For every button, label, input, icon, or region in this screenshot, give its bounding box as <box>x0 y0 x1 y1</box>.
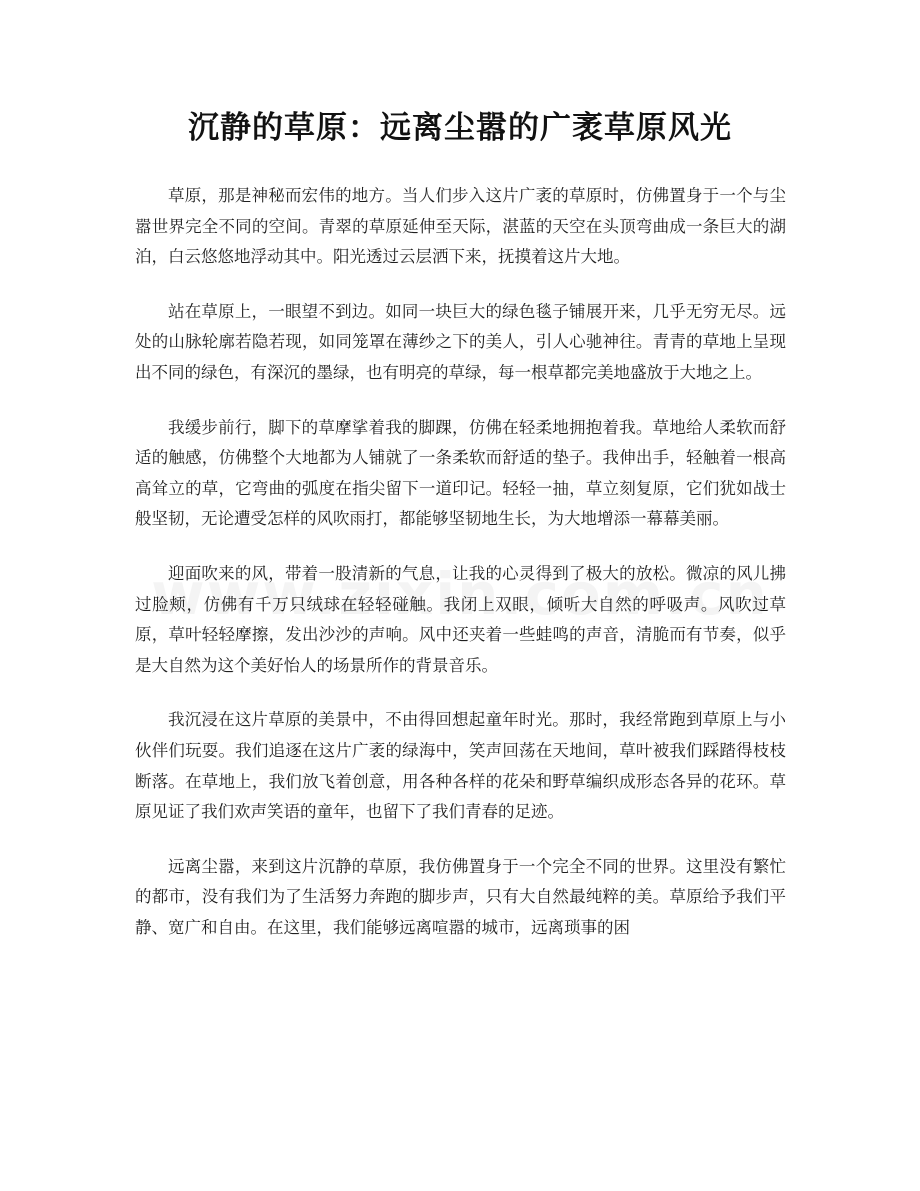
paragraph: 我缓步前行，脚下的草摩挲着我的脚踝，仿佛在轻柔地拥抱着我。草地给人柔软而舒适的触感，仿佛整个大地都为人铺就了一条柔软而舒适的垫子。我伸出手，轻触着一根高高耸立的草，它弯曲的弧度在指尖留下一道印记。轻轻一抽，草立刻复原，它们犹如战士般坚韧，无论遭受怎样的风吹雨打，都能够坚韧地生长，为大地增添一幕幕美丽。 <box>135 417 786 529</box>
document-body <box>135 181 786 967</box>
paragraph: 站在草原上，一眼望不到边。如同一块巨大的绿色毯子铺展开来，几乎无穷无尽。远处的山脉轮廓若隐若现，如同笼罩在薄纱之下的美人，引人心驰神往。青青的草地上呈现出不同的绿色，有深沉的墨绿，也有明亮的草绿，每一根草都完美地盛放于大地之上。 <box>135 301 786 382</box>
paragraph: 草原，那是神秘而宏伟的地方。当人们步入这片广袤的草原时，仿佛置身于一个与尘嚣世界完全不同的空间。青翠的草原延伸至天际，湛蓝的天空在头顶弯曲成一条巨大的湖泊，白云悠悠地浮动其中。阳光透过云层洒下来，抚摸着这片大地。 <box>135 186 786 267</box>
paragraph: 迎面吹来的风，带着一股清新的气息，让我的心灵得到了极大的放松。微凉的风儿拂过脸颊，仿佛有千万只绒球在轻轻碰触。我闭上双眼，倾听大自然的呼吸声。风吹过草原，草叶轻轻摩擦，发出沙沙的声响。风中还夹着一些蛙鸣的声音，清脆而有节奏，似乎是大自然为这个美好怡人的场景所作的背景音乐。 <box>135 563 786 675</box>
document-title: 沉静的草原：远离尘嚣的广袤草原风光 <box>188 110 732 146</box>
paragraph: 我沉浸在这片草原的美景中，不由得回想起童年时光。那时，我经常跑到草原上与小伙伴们玩耍。我们追逐在这片广袤的绿海中，笑声回荡在天地间，草叶被我们踩踏得枝枝断落。在草地上，我们放飞着创意，用各种各样的花朵和野草编织成形态各异的花环。草原见证了我们欢声笑语的童年，也留下了我们青春的足迹。 <box>135 710 786 822</box>
paragraph: 远离尘嚣，来到这片沉静的草原，我仿佛置身于一个完全不同的世界。这里没有繁忙的都市，没有我们为了生活努力奔跑的脚步声，只有大自然最纯粹的美。草原给予我们平静、宽广和自由。在这里，我们能够远离喧嚣的城市，远离琐事的困 <box>135 856 786 937</box>
